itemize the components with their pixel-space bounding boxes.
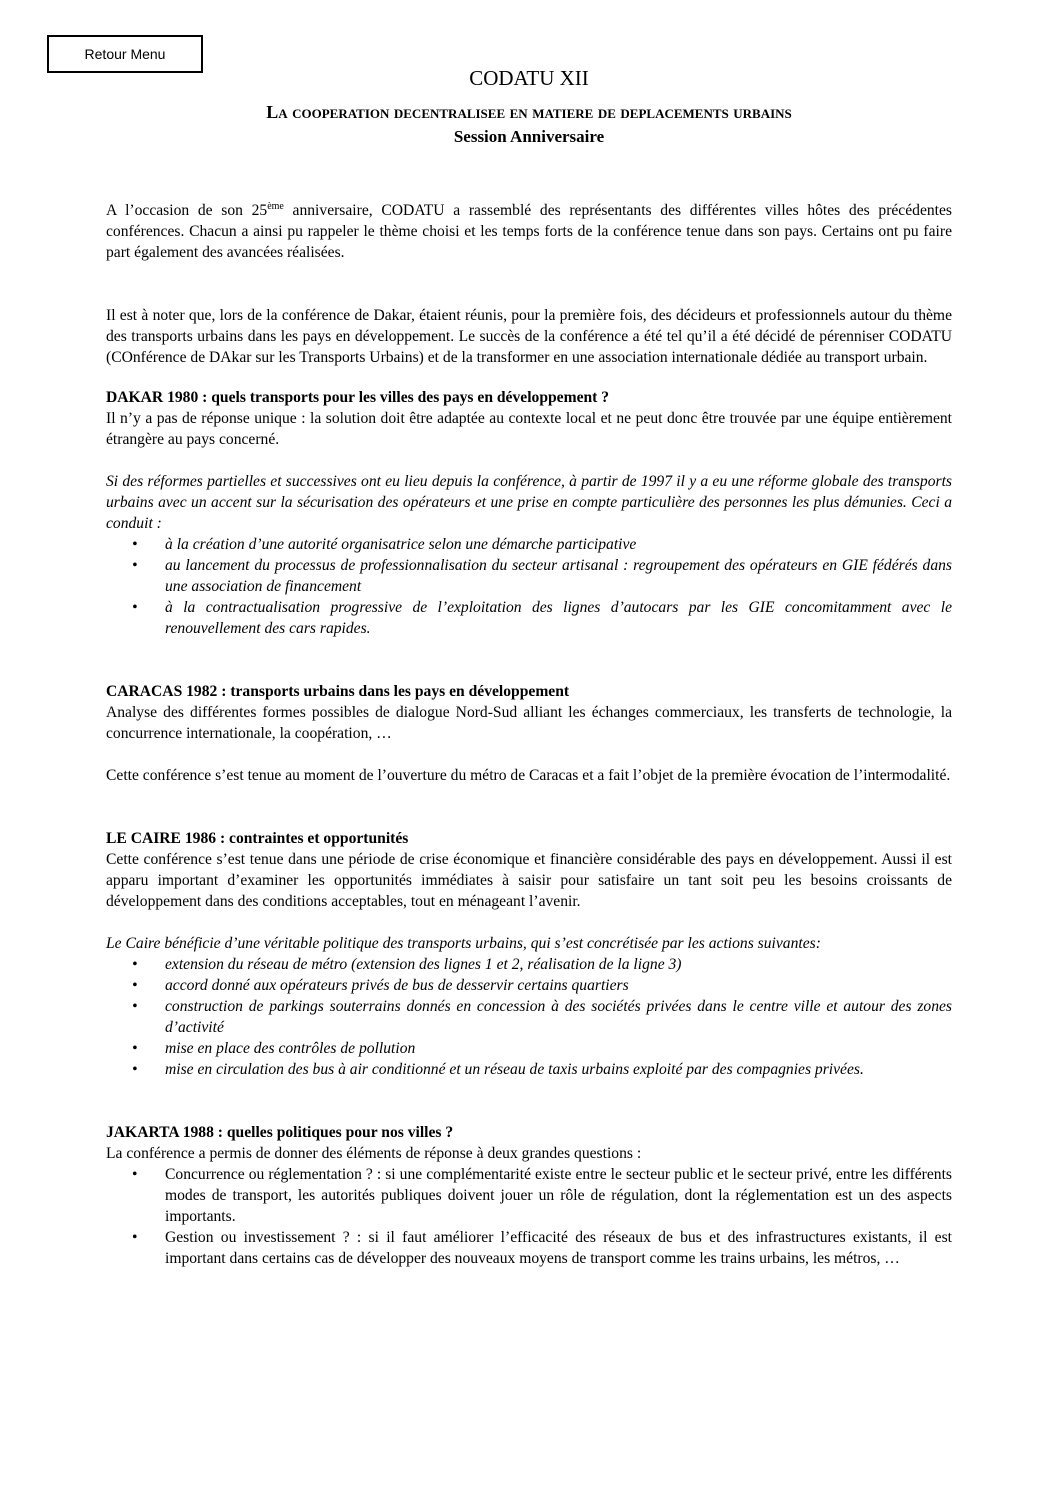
list-item-text: au lancement du processus de professionnalisation du secteur artisanal : regroupement des opérateurs en GIE fédérés dans une association de financement <box>165 557 952 595</box>
jakarta-bullet-list <box>106 1164 952 1269</box>
bullet-icon: • <box>132 977 138 994</box>
caire-italic-paragraph: Le Caire bénéficie d’une véritable politique des transports urbains, qui s’est concrétisée par les actions suivantes: <box>106 935 821 952</box>
bullet-icon: • <box>132 1061 138 1078</box>
list-item-text: à la contractualisation progressive de l’exploitation des lignes d’autocars par les GIE concomitamment avec le renouvellement des cars rapides. <box>165 599 952 637</box>
intro-text-end: anniversaire, CODATU a rassemblé des représentants des différentes villes hôtes des précédentes conférences. Chacun a ainsi pu rappeler le thème choisi et les temps forts de la conférence tenue dans son pays. Certains ont pu faire part également des avancées réalisées. <box>106 202 952 261</box>
dakar-context-paragraph: Il est à noter que, lors de la conférence de Dakar, étaient réunis, pour la première fois, des décideurs et professionnels autour du thème des transports urbains dans les pays en développement. Le succès de la conférence a été tel qu’il a été décidé de pérenniser CODATU (COnférence de DAkar sur les Transports Urbains) et de la transformer en une association internationale dédiée au transport urbain. <box>106 307 952 366</box>
list-item <box>106 1059 952 1080</box>
list-item <box>106 975 952 996</box>
list-item-text: mise en circulation des bus à air conditionné et un réseau de taxis urbains exploité par des compagnies privées. <box>165 1061 864 1078</box>
list-item-text: extension du réseau de métro (extension des lignes 1 et 2, réalisation de la ligne 3) <box>165 956 682 973</box>
caire-text: Cette conférence s’est tenue dans une période de crise économique et financière considérable des pays en développement. Aussi il est apparu important d’examiner les opportunités immédiates à saisir pour satisfaire un tant soit peu les besoins croissants de développement dans des conditions acceptables, tout en ménageant l’avenir. <box>106 851 952 910</box>
list-item <box>106 996 952 1038</box>
bullet-icon: • <box>132 956 138 973</box>
caire-heading: LE CAIRE 1986 : contraintes et opportunités <box>106 830 409 847</box>
bullet-icon: • <box>132 998 138 1015</box>
list-item <box>106 1038 952 1059</box>
list-item <box>106 555 952 597</box>
document-title: CODATU XII <box>469 66 589 90</box>
bullet-icon: • <box>132 536 138 553</box>
list-item <box>106 1227 952 1269</box>
jakarta-text: La conférence a permis de donner des éléments de réponse à deux grandes questions : <box>106 1145 642 1162</box>
retour-menu-label: Retour Menu <box>84 46 166 62</box>
bullet-icon: • <box>132 599 138 616</box>
dakar-italic-paragraph: Si des réformes partielles et successives ont eu lieu depuis la conférence, à partir de 1997 il y a eu une réforme globale des transports urbains avec un accent sur la sécurisation des opérateurs et une prise en compte particulière des personnes les plus démunies. Ceci a conduit : <box>106 473 952 532</box>
list-item <box>106 954 952 975</box>
intro-paragraph <box>106 200 952 263</box>
caracas-text: Analyse des différentes formes possibles de dialogue Nord-Sud alliant les échanges commerciaux, les transferts de technologie, la concurrence internationale, la coopération, … <box>106 704 952 742</box>
list-item-text: Gestion ou investissement ? : si il faut améliorer l’efficacité des réseaux de bus et des infrastructures existants, il est important dans certains cas de développer des nouveaux moyens de transport comme les trains urbains, les métros, … <box>165 1229 952 1267</box>
session-title: Session Anniversaire <box>453 127 605 146</box>
list-item <box>106 1164 952 1227</box>
list-item <box>106 534 952 555</box>
dakar-bullet-list <box>106 534 952 639</box>
list-item-text: construction de parkings souterrains donnés en concession à des sociétés privées dans le centre ville et autour des zones d’activité <box>165 998 952 1036</box>
bullet-icon: • <box>132 557 138 574</box>
list-item <box>106 597 952 639</box>
list-item-text: Concurrence ou réglementation ? : si une complémentarité existe entre le secteur public et le secteur privé, entre les différents modes de transport, les autorités publiques doivent jouer un rôle de régulation, dont la réglementation est un des aspects importants. <box>165 1166 952 1225</box>
dakar-heading: DAKAR 1980 : quels transports pour les villes des pays en développement ? <box>106 389 610 406</box>
dakar-text: Il n’y a pas de réponse unique : la solution doit être adaptée au contexte local et ne peut donc être trouvée par une équipe entièrement étrangère au pays concerné. <box>106 410 952 448</box>
bullet-icon: • <box>132 1040 138 1057</box>
caracas-heading: CARACAS 1982 : transports urbains dans les pays en développement <box>106 683 570 700</box>
bullet-icon: • <box>132 1166 138 1183</box>
document-subtitle: La cooperation decentralisee en matiere de deplacements urbains <box>266 102 792 122</box>
list-item-text: mise en place des contrôles de pollution <box>165 1040 416 1057</box>
intro-superscript: ème <box>267 200 284 212</box>
jakarta-heading: JAKARTA 1988 : quelles politiques pour nos villes ? <box>106 1124 454 1141</box>
caracas-text-2: Cette conférence s’est tenue au moment de l’ouverture du métro de Caracas et a fait l’objet de la première évocation de l’intermodalité. <box>106 767 951 784</box>
caire-bullet-list <box>106 954 952 1080</box>
intro-text-start: A l’occasion de son 25 <box>106 202 268 219</box>
bullet-icon: • <box>132 1229 138 1246</box>
document-body <box>106 200 952 1269</box>
list-item-text: accord donné aux opérateurs privés de bus de desservir certains quartiers <box>165 977 629 994</box>
list-item-text: à la création d’une autorité organisatrice selon une démarche participative <box>165 536 637 553</box>
